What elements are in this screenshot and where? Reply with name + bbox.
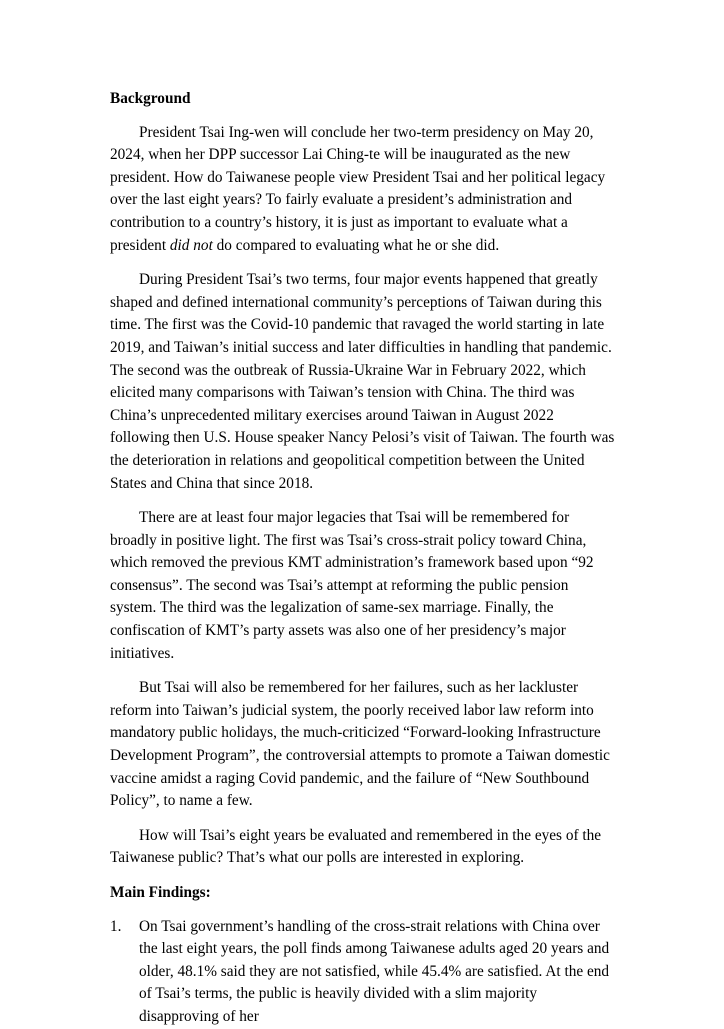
section-heading-main-findings: Main Findings: xyxy=(110,884,211,901)
paragraph-intro-text-1: President Tsai Ing-wen will conclude her two-term presidency on May 20, 2024, when her DPP successor Lai Ching-te will be inaugurated as the new president. How do Taiwanese people view President Tsai and her political legacy over the last eight years? To fairly evaluate a president’s administration and contribution to a country’s history, it is just as important to evaluate what a president xyxy=(110,123,606,254)
finding-item xyxy=(110,916,615,1029)
page-content xyxy=(110,88,615,1029)
paragraph-legacies: There are at least four major legacies that Tsai will be remembered for broadly in positive light. The first was Tsai’s cross-strait policy toward China, which removed the previous KMT administration’s framework based upon “92 consensus”. The second was Tsai’s attempt at reforming the public pension system. The third was the legalization of same-sex marriage. Finally, the confiscation of KMT’s party assets was also one of her presidency’s major initiatives. xyxy=(110,509,594,662)
findings-list xyxy=(110,916,615,1029)
paragraph-polls-question: How will Tsai’s eight years be evaluated and remembered in the eyes of the Taiwanese public? That’s what our polls are interested in exploring. xyxy=(110,826,602,867)
finding-text: On Tsai government’s handling of the cross-strait relations with China over the last eight years, the poll finds among Taiwanese adults aged 20 years and older, 48.1% said they are not satisfied, while 45.4% are satisfied. At the end of Tsai’s terms, the public is heavily divided with a slim majority disapproving of her xyxy=(139,917,610,1025)
paragraph-intro xyxy=(110,122,615,258)
emphasis-did-not: did not xyxy=(169,236,213,254)
finding-number: 1. xyxy=(110,917,122,935)
paragraph-major-events: During President Tsai’s two terms, four major events happened that greatly shaped and defined international community’s perceptions of Taiwan during this time. The first was the Covid-10 pandemic that ravaged the world starting in late 2019, and Taiwan’s initial success and later difficulties in handling that pandemic. The second was the outbreak of Russia-Ukraine War in February 2022, which elicited many comparisons with Taiwan’s tension with China. The third was China’s unprecedented military exercises around Taiwan in August 2022 following then U.S. House speaker Nancy Pelosi’s visit of Taiwan. The fourth was the deterioration in relations and geopolitical competition between the United States and China that since 2018. xyxy=(110,271,615,492)
paragraph-intro-text-2: do compared to evaluating what he or she did. xyxy=(212,236,500,254)
paragraph-failures: But Tsai will also be remembered for her failures, such as her lackluster reform into Taiwan’s judicial system, the poorly received labor law reform into mandatory public holidays, the much-criticized “Forward-looking Infrastructure Development Program”, the controversial attempts to promote a Taiwan domestic vaccine amidst a raging Covid pandemic, and the failure of “New Southbound Policy”, to name a few. xyxy=(110,679,610,810)
section-heading-background: Background xyxy=(110,90,191,107)
